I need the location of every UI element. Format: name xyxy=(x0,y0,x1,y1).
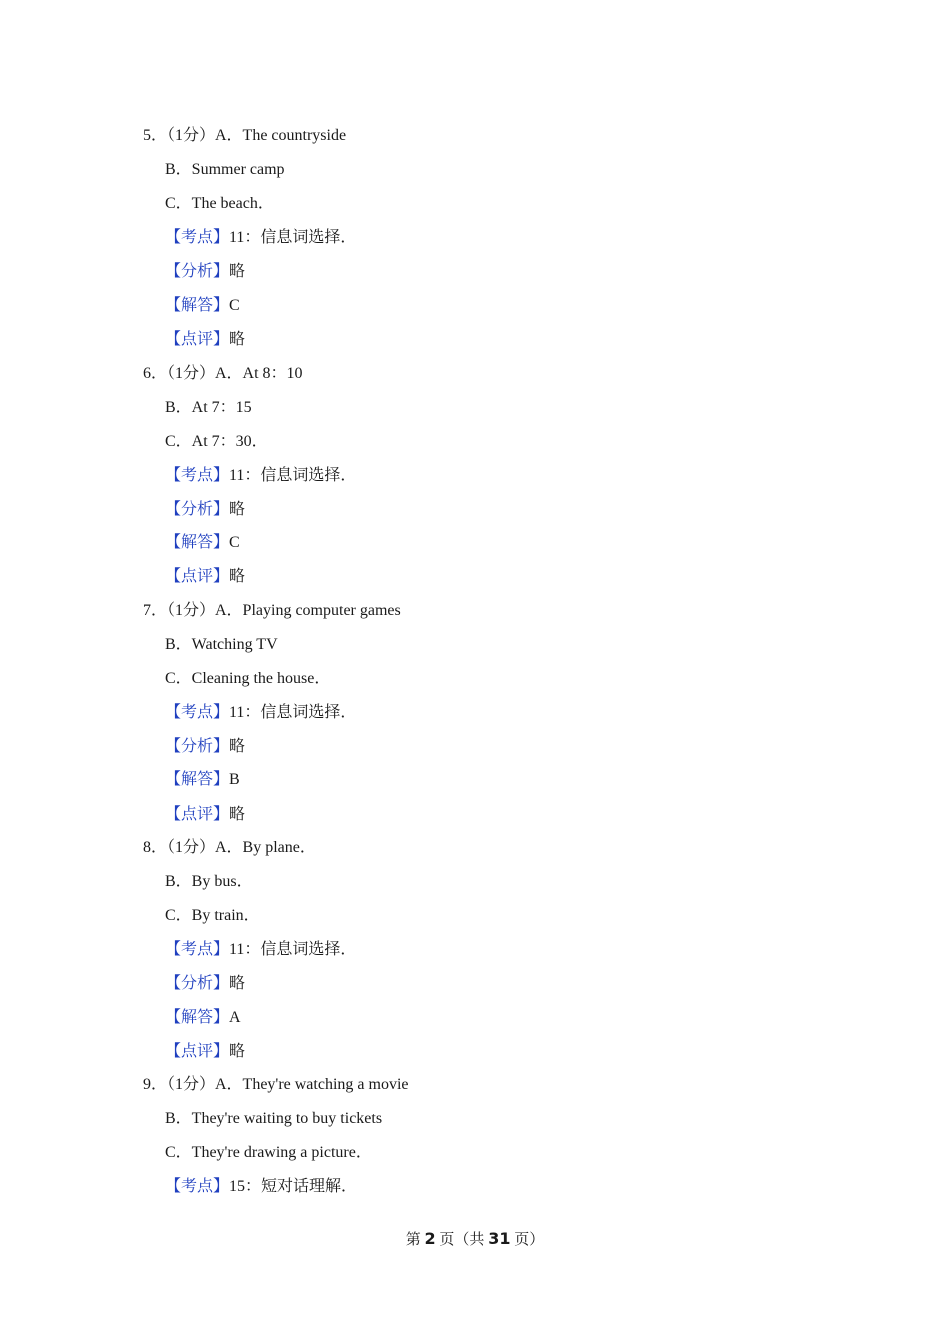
question-5-note-fenxi xyxy=(165,262,245,282)
note-tag: 【分析】 xyxy=(165,975,230,992)
question-9-option-c: C．They're drawing a picture． xyxy=(165,1144,372,1161)
note-tag: 【点评】 xyxy=(165,806,230,823)
note-tag: 【解答】 xyxy=(165,771,230,788)
question-5-option-b: B．Summer camp xyxy=(165,161,285,178)
question-9-stem: 9．（1分）A．They're watching a movie xyxy=(143,1076,409,1093)
note-text: 11：信息词选择． xyxy=(229,467,357,484)
footer-total-pages: 31 xyxy=(488,1229,511,1248)
note-tag: 【分析】 xyxy=(165,738,230,755)
note-text: 11：信息词选择． xyxy=(229,704,357,721)
note-text: 略 xyxy=(229,568,246,585)
note-tag: 【解答】 xyxy=(165,534,230,551)
note-tag: 【考点】 xyxy=(165,467,230,484)
note-tag: 【考点】 xyxy=(165,941,230,958)
note-tag: 【考点】 xyxy=(165,229,230,246)
question-7-option-c: C．Cleaning the house． xyxy=(165,670,331,687)
footer-middle: 页（共 xyxy=(439,1232,485,1248)
question-7-note-dianping xyxy=(165,805,245,825)
question-9-note-kaodian xyxy=(165,1177,357,1197)
note-tag: 【分析】 xyxy=(165,263,230,280)
note-tag: 【解答】 xyxy=(165,1009,230,1026)
note-text: 略 xyxy=(229,331,246,348)
question-8-note-jieda xyxy=(165,1008,241,1028)
question-8-option-b: B．By bus． xyxy=(165,873,253,890)
note-text: 略 xyxy=(229,975,246,992)
question-5-stem: 5．（1分）A．The countryside xyxy=(143,127,347,144)
note-text: 15：短对话理解． xyxy=(229,1178,358,1195)
question-9-option-b: B．They're waiting to buy tickets xyxy=(165,1110,383,1127)
note-text: C xyxy=(229,534,240,551)
note-text: 略 xyxy=(229,1043,246,1060)
question-6-note-dianping xyxy=(165,567,245,587)
question-7-stem: 7．（1分）A．Playing computer games xyxy=(143,602,401,619)
question-6-option-b: B．At 7：15 xyxy=(165,399,252,416)
note-text: 11：信息词选择． xyxy=(229,229,357,246)
question-6-option-c: C．At 7：30． xyxy=(165,433,268,450)
note-text: A xyxy=(229,1009,241,1026)
footer-page-number: 2 xyxy=(424,1229,436,1248)
question-5-note-kaodian xyxy=(165,228,356,248)
note-tag: 【解答】 xyxy=(165,297,230,314)
question-6-note-kaodian xyxy=(165,466,356,486)
note-tag: 【考点】 xyxy=(165,1178,230,1195)
note-text: B xyxy=(229,771,240,788)
footer-suffix: 页） xyxy=(514,1232,545,1248)
note-text: 11：信息词选择． xyxy=(229,941,357,958)
footer-prefix: 第 xyxy=(405,1232,421,1248)
question-5-note-dianping xyxy=(165,330,245,350)
question-7-note-jieda xyxy=(165,770,240,790)
question-8-stem: 8．（1分）A．By plane． xyxy=(143,839,316,856)
question-8-note-dianping xyxy=(165,1042,245,1062)
note-tag: 【分析】 xyxy=(165,501,230,518)
question-7-note-fenxi xyxy=(165,737,245,757)
note-text: 略 xyxy=(229,263,246,280)
note-text: 略 xyxy=(229,501,246,518)
question-8-option-c: C．By train． xyxy=(165,907,260,924)
question-7-option-b: B．Watching TV xyxy=(165,636,278,653)
note-tag: 【点评】 xyxy=(165,568,230,585)
question-8-note-kaodian xyxy=(165,940,356,960)
question-5-note-jieda xyxy=(165,296,240,316)
question-6-note-fenxi xyxy=(165,500,245,520)
page-footer xyxy=(0,1229,950,1250)
question-7-note-kaodian xyxy=(165,703,356,723)
note-text: 略 xyxy=(229,738,246,755)
question-6-note-jieda xyxy=(165,533,240,553)
note-text: 略 xyxy=(229,806,246,823)
note-text: C xyxy=(229,297,240,314)
question-8-note-fenxi xyxy=(165,974,245,994)
note-tag: 【考点】 xyxy=(165,704,230,721)
question-6-stem: 6．（1分）A．At 8：10 xyxy=(143,365,303,382)
note-tag: 【点评】 xyxy=(165,1043,230,1060)
note-tag: 【点评】 xyxy=(165,331,230,348)
question-5-option-c: C．The beach． xyxy=(165,195,274,212)
